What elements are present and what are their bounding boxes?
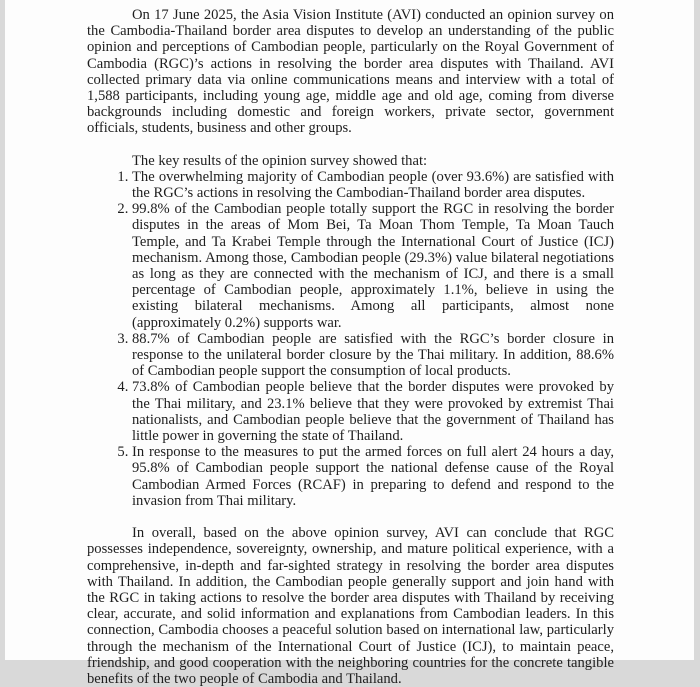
result-item-5: 5. In response to the measures to put the armed forces on full alert 24 hours a day, 95.8% of Cambodian people support the national defense cause of the Royal Cambodian Armed Forces (RCAF) in preparing to defend and respond to the invasion from Thai military. xyxy=(132,444,614,509)
result-item-4: 4. 73.8% of Cambodian people believe that the border disputes were provoked by the Thai military, and 23.1% believe that they were provoked by extremist Thai nationalists, and Cambodian people believe that the government of Thailand has little power in governing the state of Thailand. xyxy=(132,379,614,444)
document-page xyxy=(5,0,694,687)
results-intro: The key results of the opinion survey showed that: xyxy=(132,152,428,169)
result-item-2: 2. 99.8% of the Cambodian people totally support the RGC in resolving the border disputes in the areas of Mom Bei, Ta Moan Thom Temple, Ta Moan Tauch Temple, and Ta Krabei Temple through the International Court of Justice (ICJ) mechanism. Among those, Cambodian people (29.3%) value bilateral negotiations as long as they are connected with the mechanism of ICJ, and there is a small percentage of Cambodian people, approximately 1.1%, believe in using the existing bilateral mechanisms. Among all participants, almost none (approximately 0.2%) supports war. xyxy=(132,201,614,331)
document-body xyxy=(87,7,614,687)
intro-paragraph: On 17 June 2025, the Asia Vision Institute (AVI) conducted an opinion survey on the Cambodia-Thailand border area disputes to develop an understanding of the public opinion and perceptions of Cambodian people, particularly on the Royal Government of Cambodia (RGC)’s actions in resolving the border area disputes with Thailand. AVI collected primary data via online communications means and interview with a total of 1,588 participants, including young age, middle age and old age, coming from diverse backgrounds including domestic and foreign workers, private sector, government officials, students, business and other groups. xyxy=(87,7,614,137)
results-list xyxy=(87,169,614,509)
result-item-1: 1. The overwhelming majority of Cambodian people (over 93.6%) are satisfied with the RGC’s actions in resolving the Cambodian-Thailand border area disputes. xyxy=(132,169,614,201)
result-item-3: 3. 88.7% of Cambodian people are satisfied with the RGC’s border closure in response to the unilateral border closure by the Thai military. In addition, 88.6% of Cambodian people support the consumption of local products. xyxy=(132,331,614,380)
conclusion-paragraph: In overall, based on the above opinion survey, AVI can conclude that RGC possesses independence, sovereignty, ownership, and mature political experience, with a comprehensive, in-depth and far-sighted strategy in resolving the border area disputes with Thailand. In addition, the Cambodian people generally support and join hand with the RGC in taking actions to resolve the border area disputes with Thailand by receiving clear, accurate, and solid information and explanations from Cambodian leaders. In this connection, Cambodia chooses a peaceful solution based on international law, particularly through the mechanism of the International Court of Justice (ICJ), to maintain peace, friendship, and good cooperation with the neighboring countries for the concrete tangible benefits of the two people of Cambodia and Thailand. xyxy=(87,525,614,687)
